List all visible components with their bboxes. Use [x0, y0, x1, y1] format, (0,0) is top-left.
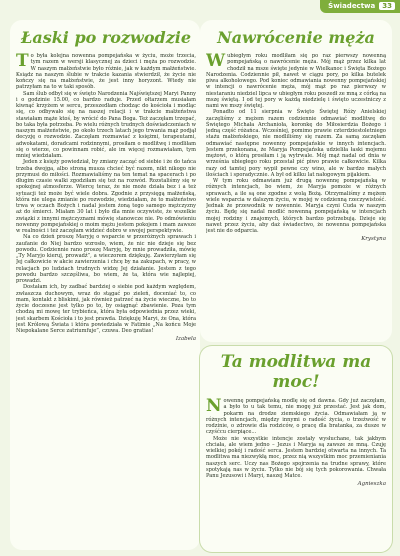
- paragraph: Dostałam ich, by zadbać bardziej o siebie pod każdym względem, zwłaszcza duchowym, wraz do stągać po zieleń, doceniać to, co mam, kontakt z bliskimi, jak również patrzeć na życie wieczne, bo to życie doczesne jest tylko po to, by osiągnąć zbawienie. Poza tym chodzą mi mowę ter trybieńca, która była odpowiednia przez wieki, jest skarbem Kościoła i to jest prawda. Dziękuję Maryi, że Ona, która jest Królową Świata i która powiedziała w Fatimie „Na końcu Moje Niepokalane Serce zatriumfuje”, czuwa. Deo gratias!: [16, 284, 196, 334]
- paragraph: W tym roku odmawiam już drugą nowennę pompejańską w różnych intencjach, bo wiem, że Maryja pomoże w różnych sprawach, a ile są one zgodne z wolą Bożą. Otrzymaliśmy z mężem wiele wsparcia w dalszym życiu, w mojej w codzienną rzeczywistość. Jednak że przewodnik w nowennie. Maryja czyni Cuda w naszym życiu. Będę się nadal modlić nowenną pompejańską w intencjach mojej rodziny i znajomych, których bardzo potrzebują. Dzieje się nawet przez życiu, aby daż świadectwo, że nowenna pompejańska jest nie do odparcia.: [206, 178, 386, 234]
- drop-cap: T: [16, 51, 29, 71]
- signature: Izabela: [175, 336, 196, 343]
- paragraph: Sam ślub odbył się w święto Narodzenia Najświętszej Maryi Panny i o godzinie 15.00, co bardzo radujе. Przed ołtarzem musiałam kiwnąć krzyżem w sercu, przeszedłam chodząc do kościoła i modląc się, co odbywało się na naszej relacji i w trakcie małżeństwa stawiałam mąże ktoś, by wrócić do Pana Boga. Też zaczęłam trzepać, bo taka była potrzeba. Po wielu różnych trudnych doświadczeniach w naszym małżeństwie, po około trzech latach jego trwania mąż podjął decyzję o rozwodzie. Zaczęłam rozmawiać z księżmi, terapeutami, adwokatami, doradcami rodzinnymi, prosiłam o modlitwę i modliłam się o wierze, co powinnam robić, ale im więcej rozmawiałam, tym mniej wiedziałam.: [16, 90, 196, 159]
- paragraph: Ponadto od 11 sierpnia w Święto Świętej Róży Anielskiej zaczęliśmy z mężem razem codziennie odmawiać modlitwę do Świętego Michała Archanioła, koronkę do Miłosierdzia Bożego i jedną część różańca. Wcześniej, pomimo prawie czterdziestoletniego stażu małżeńskiego, nie modliliśmy się razem. Za samą zaczęłam odmawiać następne nowenny pompejańskie w innych intencjach. Jestem przekonana, że Maryja Pompejańska udzieliła łaski mojemu mężowi, o którą prosiłam i ją wytrwale. Mój mąż nadal od dnia w września ubiegłego roku przestał pić piwo prawie całkowicie. Kilka razy od tamtej pory wypił pewne czy wino, ale w bardzo małych ilościach i sporadycznie. A był od kilku lat nałogowym pijakiem.: [206, 109, 386, 178]
- article-laski-po-rozwodzie: [16, 22, 196, 542]
- drop-cap: N: [206, 396, 222, 416]
- article-body: [16, 53, 196, 343]
- page-number: 33: [379, 2, 395, 10]
- paragraph: Na co dzień proszę Maryję o wsparcie w przeróżnych sprawach i zaufanie do Niej bardzo wzrosło, wiem, że nic nie dzieje się bez powodu. Codziennie rano proszę Maryję, by mnie prowadziła, mówię „Ty Maryjo kieruj, prowadź”, a wieczorem dziękuję. Zawierzyłam się Jej całkowicie w akcie zawierzenia i chcę by na zakupach, w pracy, w relacjach po ludziach trudnych widzę Jej działanie. Jestem z tego powodu bardzo szczęśliwa, bo wiem, że ta, która wie najlepiej, prowadzi.: [16, 234, 196, 284]
- drop-cap: W: [206, 51, 226, 71]
- signature: Agnieszka: [357, 481, 386, 488]
- article-ta-modlitwa-ma-moc: [206, 346, 386, 544]
- article-body: [206, 53, 386, 243]
- section-name: Świadectwa: [328, 2, 376, 10]
- article-title: Ta modlitwa ma moc!: [220, 352, 372, 392]
- paragraph: Jeden z księży powiedział, by zmiany zacząć od siebie i że do tańca trzeba dwojga, albo stroną musza chcieć być razem, nikt nikogo nie przymusi do miłości. Rozmawialiśmy na ten temat na spacerach i po długim czasie walki zgodziłam się też na rozwód. Rozstaliśmy się w spokojnej atmosferze. Wiercę teraz, że nie może działa bez i a też sytuacji też może być wiele dobra. Zgodnie z przysięgą małżeńską, która nie ulega zmianie po rozwodzie, wiedziałam, że to małżeństwo trwa w oczach Bożych i nadal jestem żoną tego samego mężczyzny aż do śmierci. Miałam 30 lat i było dla mnie oczywiste, że wszelkie związki z innymi mężczyznami mówię stanowcze nie. Po odmówieniu nowenny pompejańskiej o moim mężu jestem pokojem i mam zawsze w realności i też zaczęłam widzieć dobro w swojej perspektywie.: [16, 159, 196, 234]
- article-body: [206, 398, 386, 488]
- article-title: Łaski po rozwodzie: [20, 28, 192, 47]
- section-tag: [320, 0, 400, 13]
- article-nawrocenie-meza: [206, 22, 386, 340]
- paragraph: To była kolejna nowenna pompejańska w życiu, może trzecia, tym razem w wersji klasycznej za dzieci i męża po rozwodzie. W naszym małżeństwie było różnie, jak w każdym małżeństwie. Ksiądz na naszym ślubie w trakcie kazania stwierdził, że życie nie kończy się na małżeństwie, że jest inny horyzont. Wtedy nie patrzyłam na to w taki sposób.: [16, 51, 196, 91]
- paragraph: Nowennę pompejańską modlę się od dawna. Gdy już zaczęłam, a było to u tak temu, nie mogę już przestać. Jest jak dom, pokarm na drodze ziemskiego życia. Odmawiałam ją w różnych intencjach, między innymi o radość życia, o trzeźwość w rodzinie, o zdrowie dla rodziców, o pracę dla bratanka, za dusze w czyśćcu cierpiące...: [206, 396, 386, 436]
- paragraph: Może nie wszystkie intencje zostały wysłuchane, tak jakbym chciała, ale wiem jedno – Jezus i Maryja są zawsze ze mną. Czuję wielkiej pokój i radość serca. Jestem bardziej otwarta na innych. Ta modlitwa ma niezwykłą moc, przez nią wszystkim moc przemieniania naszych serc. Uczy nas Bożego spojrzenia na trudne sprawy, które spotykają nas w życiu. Tylko nie bój się tych pokorowania. Chwała Panu Jezusowi i Maryi, naszej Matce.: [206, 435, 386, 479]
- paragraph: Wubiegłym roku modliłam się po raz pierwszy nowenną pompejańską o nawrócenie męża. Mój mąż przez kilka lat chodził na msze święte jedynie w Wielkanoc i Święta Bożego Narodzenia. Codziennie pił, nawet w ciągu pory, po kilka butelek piwa alkoholowego. Pod koniec odmawiania nowenny pompejańskiej w intencji o nawrócenie męża, mój mąż po raz pierwszy w niestaraniu niedziel lipca w ubiegłym roku poszedł ze mną z córką na mszę świętą. I od tej pory w każdą niedzielę i święto uczestniczy z nami we mszy świętej.: [206, 51, 386, 109]
- signature: Krystyna: [361, 236, 386, 243]
- article-title: Nawrócenie męża: [217, 28, 375, 47]
